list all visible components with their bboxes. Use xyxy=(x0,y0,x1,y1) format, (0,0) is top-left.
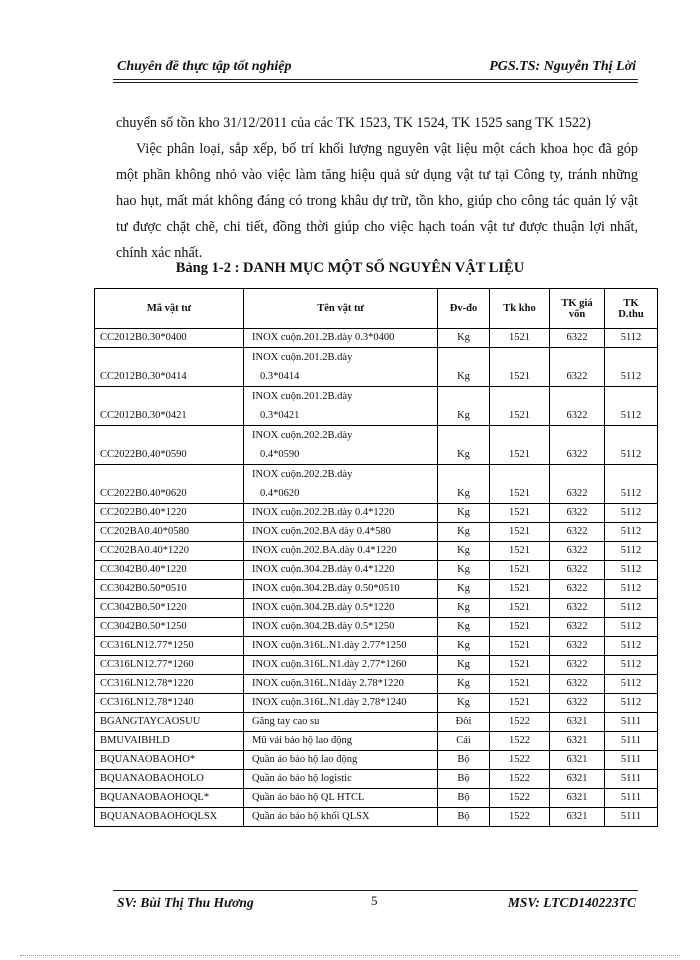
table-row xyxy=(95,523,658,542)
cell-tk-kho: 1521 xyxy=(490,599,550,618)
cell-ten: Mũ vải bảo hộ lao động xyxy=(244,732,438,751)
cell-tk-dthu: 5111 xyxy=(605,808,658,827)
table-row xyxy=(95,656,658,675)
cell-ma: CC316LN12.77*1250 xyxy=(95,637,244,656)
cell-tk-gia-von: 6322 xyxy=(550,523,605,542)
cell-tk-kho: 1521 xyxy=(490,542,550,561)
table-row xyxy=(95,465,658,504)
cell-tk-kho: 1521 xyxy=(490,656,550,675)
table-body xyxy=(95,329,658,827)
table-row xyxy=(95,329,658,348)
cell-tk-gia-von: 6322 xyxy=(550,694,605,713)
cell-tk-gia-von: 6322 xyxy=(550,465,605,504)
header-ma: Mã vật tư xyxy=(95,289,244,329)
cell-ma: CC3042B0.50*0510 xyxy=(95,580,244,599)
cell-tk-dthu: 5112 xyxy=(605,426,658,465)
cell-ma: CC2022B0.40*0620 xyxy=(95,465,244,504)
cell-ma: BGANGTAYCAOSUU xyxy=(95,713,244,732)
cell-tk-kho: 1521 xyxy=(490,426,550,465)
cell-tk-dthu: 5111 xyxy=(605,713,658,732)
table-row xyxy=(95,426,658,465)
cell-dv: Kg xyxy=(438,542,490,561)
cell-tk-gia-von: 6322 xyxy=(550,637,605,656)
table-row xyxy=(95,348,658,387)
header-author: PGS.TS: Nguyễn Thị Lời xyxy=(489,59,636,74)
cell-ma: CC2022B0.40*0590 xyxy=(95,426,244,465)
header-tk-dthu-line2: D.thu xyxy=(618,308,644,320)
cell-tk-dthu: 5111 xyxy=(605,770,658,789)
cell-tk-kho: 1521 xyxy=(490,694,550,713)
cell-ma: BQUANAOBAOHOQLSX xyxy=(95,808,244,827)
cell-dv: Kg xyxy=(438,561,490,580)
header-tk-dthu xyxy=(605,289,658,329)
cell-tk-kho: 1522 xyxy=(490,789,550,808)
table-row xyxy=(95,637,658,656)
cell-dv: Cái xyxy=(438,732,490,751)
cell-tk-gia-von: 6321 xyxy=(550,713,605,732)
cell-tk-dthu: 5112 xyxy=(605,348,658,387)
cell-tk-dthu: 5111 xyxy=(605,732,658,751)
page-header xyxy=(113,58,638,78)
materials-table xyxy=(94,288,658,827)
cell-tk-gia-von: 6322 xyxy=(550,542,605,561)
cell-tk-kho: 1521 xyxy=(490,504,550,523)
table-row xyxy=(95,599,658,618)
cell-tk-kho: 1521 xyxy=(490,618,550,637)
cell-tk-gia-von: 6321 xyxy=(550,789,605,808)
cell-dv: Kg xyxy=(438,523,490,542)
cell-ten-line1: INOX cuộn.202.2B.dày xyxy=(252,430,353,441)
cell-ma: CC2012B0.30*0400 xyxy=(95,329,244,348)
cell-dv: Bộ xyxy=(438,808,490,827)
cell-dv: Kg xyxy=(438,426,490,465)
header-tk-gia-von xyxy=(550,289,605,329)
table-row xyxy=(95,542,658,561)
cell-tk-kho: 1522 xyxy=(490,770,550,789)
cell-tk-dthu: 5112 xyxy=(605,637,658,656)
cell-dv: Kg xyxy=(438,329,490,348)
cell-tk-gia-von: 6322 xyxy=(550,580,605,599)
cell-ten: INOX cuộn.316L.N1.dày 2.78*1240 xyxy=(244,694,438,713)
cell-ten: INOX cuộn.316L.N1.dày 2.77*1250 xyxy=(244,637,438,656)
table-row xyxy=(95,618,658,637)
cell-dv: Đôi xyxy=(438,713,490,732)
cell-tk-dthu: 5112 xyxy=(605,561,658,580)
body-paragraph: Việc phân loại, sắp xếp, bố trí khối lượng nguyên vật liệu một cách khoa học đã góp một phần không nhỏ vào việc làm tăng hiệu quả sử dụng vật tư tại Công ty, tránh những hao hụt, mất mát không đáng có trong khâu dự trữ, tồn kho, giúp cho công tác quản lý vật tư được chặt chẽ, chi tiết, đồng thời giúp cho việc hạch toán vật tư được thuận lợi nhất, chính xác nhất. xyxy=(116,141,638,261)
cell-ten: Quần áo bảo hộ lao động xyxy=(244,751,438,770)
cell-ten-line1: INOX cuộn.201.2B.dày xyxy=(252,352,353,363)
cell-ten: INOX cuộn.316L.N1.dày 2.77*1260 xyxy=(244,656,438,675)
cell-ten-line1: INOX cuộn.202.2B.dày xyxy=(252,469,353,480)
cell-ten: INOX cuộn.201.2B.dày 0.3*0400 xyxy=(244,329,438,348)
cell-tk-gia-von: 6322 xyxy=(550,504,605,523)
cell-tk-gia-von: 6321 xyxy=(550,808,605,827)
cell-ma: BMUVAIBHLD xyxy=(95,732,244,751)
cell-dv: Kg xyxy=(438,348,490,387)
cell-ten xyxy=(244,387,438,426)
table-row xyxy=(95,387,658,426)
cell-tk-dthu: 5112 xyxy=(605,523,658,542)
table-row xyxy=(95,580,658,599)
cell-tk-kho: 1522 xyxy=(490,808,550,827)
table-row xyxy=(95,694,658,713)
table-row xyxy=(95,789,658,808)
cell-ten xyxy=(244,426,438,465)
cell-tk-dthu: 5112 xyxy=(605,675,658,694)
table-header-row xyxy=(95,289,658,329)
cell-tk-dthu: 5111 xyxy=(605,751,658,770)
cell-dv: Bộ xyxy=(438,751,490,770)
cell-ten: Quần áo bảo hộ logistic xyxy=(244,770,438,789)
cell-ten-line2: 0.3*0421 xyxy=(260,410,300,421)
cell-tk-kho: 1522 xyxy=(490,713,550,732)
cell-ma: CC3042B0.50*1220 xyxy=(95,599,244,618)
cell-tk-gia-von: 6322 xyxy=(550,348,605,387)
cell-ma: CC2012B0.30*0421 xyxy=(95,387,244,426)
cell-ma: BQUANAOBAOHO* xyxy=(95,751,244,770)
table-caption: Bảng 1-2 : DANH MỤC MỘT SỐ NGUYÊN VẬT LIỆU xyxy=(175,260,525,276)
cell-ten: INOX cuộn.304.2B.dày 0.5*1220 xyxy=(244,599,438,618)
cell-dv: Kg xyxy=(438,504,490,523)
cell-tk-kho: 1521 xyxy=(490,387,550,426)
cell-tk-gia-von: 6322 xyxy=(550,675,605,694)
cell-tk-dthu: 5111 xyxy=(605,789,658,808)
cell-dv: Kg xyxy=(438,599,490,618)
cell-tk-kho: 1521 xyxy=(490,561,550,580)
cell-ma: BQUANAOBAOHOQL* xyxy=(95,789,244,808)
cell-ten: INOX cuộn.202.BA dày 0.4*580 xyxy=(244,523,438,542)
cell-dv: Bộ xyxy=(438,789,490,808)
header-tk-dthu-line1: TK xyxy=(623,297,639,309)
cell-tk-kho: 1521 xyxy=(490,675,550,694)
cell-ma: CC202BA0.40*1220 xyxy=(95,542,244,561)
cell-tk-gia-von: 6322 xyxy=(550,599,605,618)
cell-ma: CC316LN12.77*1260 xyxy=(95,656,244,675)
table-row xyxy=(95,504,658,523)
cell-tk-kho: 1521 xyxy=(490,523,550,542)
cell-tk-kho: 1521 xyxy=(490,580,550,599)
cell-dv: Kg xyxy=(438,580,490,599)
footer-student-id: MSV: LTCD140223TC xyxy=(507,895,636,910)
header-rule xyxy=(113,79,638,80)
cell-ten-line2: 0.3*0414 xyxy=(260,371,300,382)
cell-ten-line2: 0.4*0620 xyxy=(260,488,300,499)
cell-tk-kho: 1521 xyxy=(490,329,550,348)
page-number: 5 xyxy=(371,893,378,908)
cell-ten: INOX cuộn.202.2B.dày 0.4*1220 xyxy=(244,504,438,523)
cell-tk-kho: 1521 xyxy=(490,637,550,656)
cell-tk-gia-von: 6322 xyxy=(550,329,605,348)
cell-dv: Kg xyxy=(438,618,490,637)
cell-tk-dthu: 5112 xyxy=(605,656,658,675)
cell-ten-line1: INOX cuộn.201.2B.dày xyxy=(252,391,353,402)
cell-tk-kho: 1521 xyxy=(490,348,550,387)
cell-tk-gia-von: 6322 xyxy=(550,426,605,465)
table-row xyxy=(95,732,658,751)
cell-dv: Kg xyxy=(438,656,490,675)
page-bottom-dotted-line xyxy=(20,955,680,956)
page-footer xyxy=(113,893,638,913)
header-tk-kho: Tk kho xyxy=(490,289,550,329)
cell-tk-dthu: 5112 xyxy=(605,465,658,504)
cell-ma: CC2012B0.30*0414 xyxy=(95,348,244,387)
cell-dv: Kg xyxy=(438,694,490,713)
cell-ten: INOX cuộn.316L.N1dày 2.78*1220 xyxy=(244,675,438,694)
footer-student: SV: Bùi Thị Thu Hương xyxy=(117,895,254,910)
cell-ten xyxy=(244,465,438,504)
cell-tk-dthu: 5112 xyxy=(605,618,658,637)
cell-tk-gia-von: 6322 xyxy=(550,618,605,637)
cell-ten: INOX cuộn.304.2B.dày 0.50*0510 xyxy=(244,580,438,599)
table-row xyxy=(95,713,658,732)
table-row xyxy=(95,770,658,789)
header-ten: Tên vật tư xyxy=(244,289,438,329)
cell-ten: Găng tay cao su xyxy=(244,713,438,732)
cell-dv: Kg xyxy=(438,637,490,656)
cell-ma: CC3042B0.40*1220 xyxy=(95,561,244,580)
cell-tk-dthu: 5112 xyxy=(605,542,658,561)
header-rule-double xyxy=(113,82,638,83)
cell-ten xyxy=(244,348,438,387)
cell-tk-gia-von: 6321 xyxy=(550,732,605,751)
cell-ma: CC316LN12.78*1240 xyxy=(95,694,244,713)
cell-dv: Bộ xyxy=(438,770,490,789)
table-row xyxy=(95,675,658,694)
cell-tk-kho: 1522 xyxy=(490,751,550,770)
table-row xyxy=(95,808,658,827)
cell-tk-kho: 1521 xyxy=(490,465,550,504)
header-tk-gia-von-line1: TK giá xyxy=(561,297,593,309)
cell-tk-gia-von: 6322 xyxy=(550,387,605,426)
footer-rule xyxy=(113,890,638,891)
cell-ma: CC3042B0.50*1250 xyxy=(95,618,244,637)
body-line-continuation: chuyển số tồn kho 31/12/2011 của các TK 1523, TK 1524, TK 1525 sang TK 1522) xyxy=(116,115,591,131)
cell-tk-gia-von: 6321 xyxy=(550,770,605,789)
table-row xyxy=(95,751,658,770)
cell-tk-dthu: 5112 xyxy=(605,504,658,523)
header-tk-gia-von-line2: vốn xyxy=(568,308,586,320)
cell-ten: INOX cuộn.304.2B.dày 0.4*1220 xyxy=(244,561,438,580)
header-title: Chuyên đề thực tập tốt nghiệp xyxy=(117,59,292,74)
cell-tk-dthu: 5112 xyxy=(605,580,658,599)
cell-ma: CC202BA0.40*0580 xyxy=(95,523,244,542)
header-dv: Đv-đo xyxy=(438,289,490,329)
cell-tk-gia-von: 6322 xyxy=(550,561,605,580)
cell-tk-dthu: 5112 xyxy=(605,387,658,426)
cell-tk-dthu: 5112 xyxy=(605,599,658,618)
cell-ma: CC316LN12.78*1220 xyxy=(95,675,244,694)
table-row xyxy=(95,561,658,580)
cell-ma: CC2022B0.40*1220 xyxy=(95,504,244,523)
cell-ten-line2: 0.4*0590 xyxy=(260,449,300,460)
cell-dv: Kg xyxy=(438,387,490,426)
cell-ma: BQUANAOBAOHOLO xyxy=(95,770,244,789)
cell-ten: INOX cuộn.202.BA.dày 0.4*1220 xyxy=(244,542,438,561)
cell-dv: Kg xyxy=(438,465,490,504)
cell-tk-dthu: 5112 xyxy=(605,694,658,713)
cell-ten: Quần áo bảo hộ QL HTCL xyxy=(244,789,438,808)
cell-tk-kho: 1522 xyxy=(490,732,550,751)
cell-ten: INOX cuộn.304.2B.dày 0.5*1250 xyxy=(244,618,438,637)
cell-tk-gia-von: 6321 xyxy=(550,751,605,770)
cell-tk-gia-von: 6322 xyxy=(550,656,605,675)
cell-dv: Kg xyxy=(438,675,490,694)
cell-tk-dthu: 5112 xyxy=(605,329,658,348)
cell-ten: Quần áo bảo hộ khối QLSX xyxy=(244,808,438,827)
